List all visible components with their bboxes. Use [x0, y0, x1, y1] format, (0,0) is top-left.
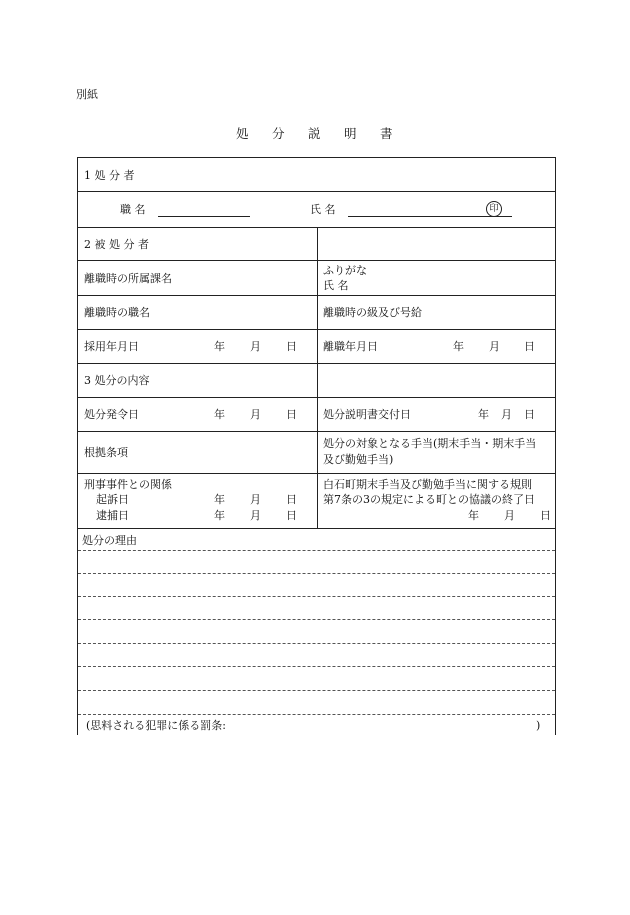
month-unit: 月: [501, 408, 512, 421]
job-title-label: 職 名: [120, 203, 146, 216]
month-unit: 月: [489, 340, 500, 353]
writing-line: [78, 619, 555, 620]
name-underline[interactable]: [348, 216, 512, 217]
title-char: 書: [380, 126, 393, 141]
day-unit: 日: [524, 340, 535, 353]
month-unit: 月: [250, 408, 261, 421]
month-unit: 月: [250, 340, 261, 353]
target-allowance-line1: 処分の対象となる手当(期末手当・期末手当: [323, 437, 537, 450]
writing-line: [78, 666, 555, 667]
year-unit: 年: [214, 408, 225, 421]
title-char: 分: [272, 126, 285, 141]
name-label: 氏 名: [310, 203, 336, 216]
year-unit: 年: [214, 340, 225, 353]
day-unit: 日: [540, 509, 551, 522]
year-unit: 年: [214, 493, 225, 506]
year-unit: 年: [214, 509, 225, 522]
indictment-date-label: 起訴日: [96, 493, 129, 506]
basis-label: 根拠条項: [84, 446, 128, 459]
section2-heading: 2 被 処 分 者: [84, 238, 149, 251]
grade-label: 離職時の級及び号給: [323, 306, 422, 319]
title-char: 処: [236, 126, 249, 141]
row-divider: [78, 191, 555, 192]
day-unit: 日: [286, 408, 297, 421]
penalty-note-open: (思料される犯罪に係る罰条:: [86, 719, 226, 732]
furigana-label: ふりがな: [323, 264, 367, 277]
day-unit: 日: [286, 509, 297, 522]
day-unit: 日: [286, 493, 297, 506]
month-unit: 月: [250, 509, 261, 522]
title-char: 説: [308, 126, 321, 141]
disposition-form: [77, 157, 556, 735]
criminal-case-label: 刑事事件との関係: [84, 478, 172, 491]
year-unit: 年: [478, 408, 489, 421]
name-kanji-label: 氏 名: [323, 279, 349, 292]
month-unit: 月: [250, 493, 261, 506]
penalty-note-close: ): [536, 719, 541, 732]
rule-line1: 白石町期末手当及び勤勉手当に関する規則: [323, 478, 532, 491]
year-unit: 年: [468, 509, 479, 522]
dept-label: 離職時の所属課名: [84, 272, 172, 285]
rule-line2: 第7条の3の規定による町との協議の終了日: [323, 493, 535, 506]
day-unit: 日: [286, 340, 297, 353]
delivery-date-label: 処分説明書交付日: [323, 408, 411, 421]
day-unit: 日: [524, 408, 535, 421]
seal-mark: 印: [486, 201, 502, 217]
reason-label: 処分の理由: [82, 534, 137, 547]
writing-line: [78, 596, 555, 597]
year-unit: 年: [453, 340, 464, 353]
month-unit: 月: [504, 509, 515, 522]
column-divider: [317, 227, 318, 528]
arrest-date-label: 逮捕日: [96, 509, 129, 522]
row-divider: [78, 528, 555, 529]
issue-date-label: 処分発令日: [84, 408, 139, 421]
title-char: 明: [344, 126, 357, 141]
job-title-underline[interactable]: [158, 216, 250, 217]
writing-line: [78, 690, 555, 691]
target-allowance-line2: 及び勤勉手当): [323, 453, 394, 466]
writing-line: [78, 550, 555, 551]
section3-heading: 3 処分の内容: [84, 374, 150, 387]
writing-line: [78, 643, 555, 644]
writing-line: [78, 714, 555, 715]
annex-label: 別紙: [76, 88, 98, 101]
writing-line: [78, 573, 555, 574]
job-label: 離職時の職名: [84, 306, 150, 319]
leave-date-label: 離職年月日: [323, 340, 378, 353]
section1-heading: 1 処 分 者: [84, 169, 135, 182]
hire-date-label: 採用年月日: [84, 340, 139, 353]
